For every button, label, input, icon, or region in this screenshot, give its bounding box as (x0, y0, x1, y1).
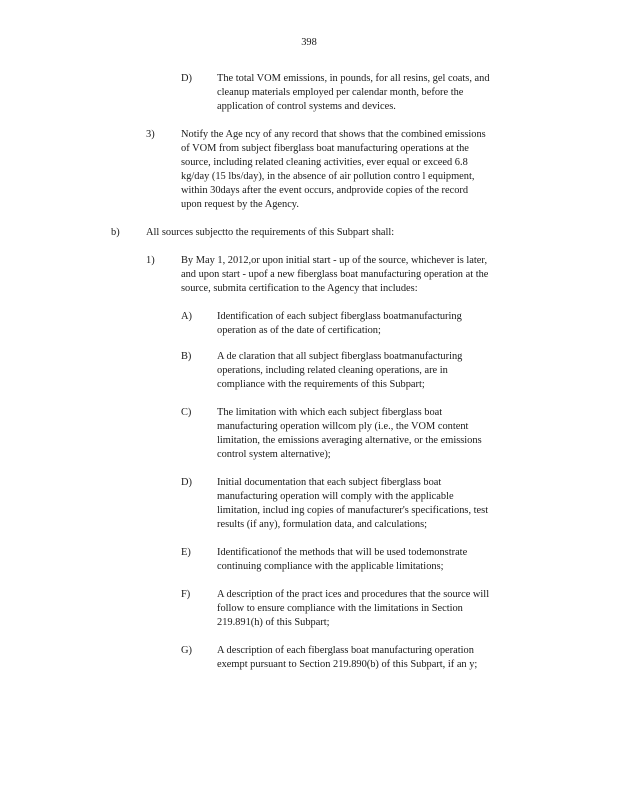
text-line: Initial documentation that each subject fiberglass boat (217, 477, 442, 488)
text-line: compliance with the requirements of this Subpart; (217, 379, 425, 390)
text-line: A description of the pract ices and procedures that the source will (217, 589, 490, 600)
text-line: source, including related cleaning activities, ever equal or exceed 6.8 (181, 157, 468, 168)
item-label: 3) (146, 129, 155, 140)
text-line: continuing compliance with the applicable limitations; (217, 561, 444, 572)
item-label: D) (181, 73, 192, 84)
text-line: source, submita certification to the Agency that includes: (181, 283, 418, 294)
text-line: limitation, the emissions averaging alternative, or the emissions (217, 435, 482, 446)
text-line: Identificationof the methods that will be used todemonstrate (217, 547, 468, 558)
text-line: and upon start - upof a new fiberglass boat manufacturing operation at the (181, 269, 489, 280)
text-line: results (if any), formulation data, and calculations; (217, 519, 428, 530)
item-text (217, 350, 533, 392)
text-line: The limitation with which each subject fiberglass boat (217, 407, 443, 418)
item-text (217, 72, 533, 114)
item-label: C) (181, 407, 192, 418)
text-line: upon request by the Agency. (181, 199, 299, 210)
text-line: Notify the Age ncy of any record that shows that the combined emissions (181, 129, 486, 140)
item-text (217, 546, 533, 574)
item-text (146, 226, 533, 240)
text-line: Identification of each subject fiberglass boatmanufacturing (217, 311, 462, 322)
item-label: D) (181, 477, 192, 488)
text-line: manufacturing operation willcom ply (i.e., the VOM content (217, 421, 469, 432)
item-text (217, 406, 533, 462)
item-text (217, 588, 533, 630)
item-text (181, 128, 533, 212)
item-text (181, 254, 533, 296)
text-line: operation as of the date of certification; (217, 325, 381, 336)
text-line: A de claration that all subject fiberglass boatmanufacturing (217, 351, 463, 362)
text-line: 219.891(h) of this Subpart; (217, 617, 330, 628)
text-line: application of control systems and devices. (217, 101, 396, 112)
text-line: operations, including related cleaning operations, are in (217, 365, 448, 376)
text-line: of VOM from subject fiberglass boat manufacturing operations at the (181, 143, 469, 154)
item-label: G) (181, 645, 192, 656)
item-text (217, 644, 533, 672)
item-label: B) (181, 351, 192, 362)
text-line: manufacturing operation will comply with the applicable (217, 491, 454, 502)
item-text (217, 310, 533, 338)
item-label: E) (181, 547, 191, 558)
item-label: A) (181, 311, 192, 322)
text-line: within 30days after the event occurs, andprovide copies of the record (181, 185, 469, 196)
text-line: All sources subjectto the requirements of this Subpart shall: (146, 227, 395, 238)
text-line: limitation, includ ing copies of manufacturer's specifications, test (217, 505, 489, 516)
text-line: exempt pursuant to Section 219.890(b) of this Subpart, if an y; (217, 659, 478, 670)
text-line: The total VOM emissions, in pounds, for all resins, gel coats, and (217, 73, 490, 84)
text-line: cleanup materials employed per calendar month, before the (217, 87, 464, 98)
item-label: F) (181, 589, 191, 600)
text-line: control system alternative); (217, 449, 331, 460)
page-number: 398 (301, 37, 317, 48)
item-label: b) (111, 227, 120, 238)
text-line: kg/day (15 lbs/day), in the absence of air pollution contro l equipment, (181, 171, 475, 182)
text-line: By May 1, 2012,or upon initial start - up of the source, whichever is later, (181, 255, 488, 266)
item-text (217, 476, 533, 532)
item-label: 1) (146, 255, 155, 266)
text-line: follow to ensure compliance with the limitations in Section (217, 603, 463, 614)
text-line: A description of each fiberglass boat manufacturing operation (217, 645, 474, 656)
